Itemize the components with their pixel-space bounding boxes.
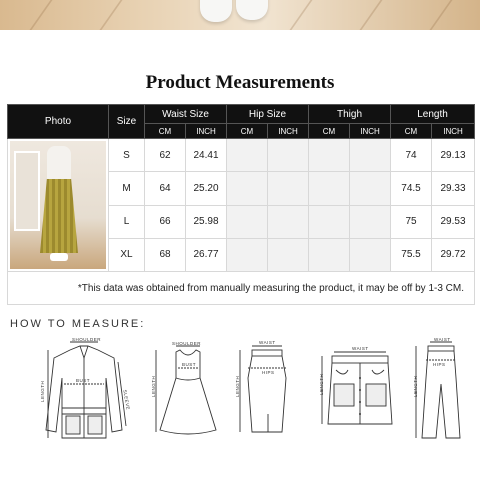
hip-cm-cell [227, 172, 268, 205]
hip-inch-cell [268, 139, 309, 172]
waist-inch-cell: 25.98 [186, 205, 227, 238]
bust-label: BUST [76, 378, 91, 383]
hip-cm-cell [227, 238, 268, 271]
size-cell: S [109, 139, 145, 172]
waist-label: WAIST [259, 340, 276, 345]
shoulder-label: SHOULDER [172, 341, 202, 346]
measurement-note: *This data was obtained from manually measuring the product, it may be off by 1-3 CM. [8, 272, 475, 305]
waist-inch-cell: 26.77 [186, 238, 227, 271]
waist-cm-cell: 62 [145, 139, 186, 172]
thigh-cm-cell [309, 139, 350, 172]
bust-label: BUST [182, 362, 197, 367]
hip-inch-cell [268, 238, 309, 271]
waist-cm-cell: 68 [145, 238, 186, 271]
unit-inch: INCH [268, 124, 309, 139]
thigh-inch-cell [350, 205, 391, 238]
length-cm-cell: 74.5 [391, 172, 432, 205]
how-to-measure-heading: HOW TO MEASURE: [10, 318, 146, 330]
unit-cm: CM [391, 124, 432, 139]
waist-inch-cell: 24.41 [186, 139, 227, 172]
unit-inch: INCH [186, 124, 227, 139]
size-cell: XL [109, 238, 145, 271]
table-note-row [8, 272, 475, 305]
size-cell: L [109, 205, 145, 238]
waist-cm-cell: 64 [145, 172, 186, 205]
table-row [8, 139, 475, 172]
hip-inch-cell [268, 172, 309, 205]
thigh-cm-cell [309, 238, 350, 271]
page-title: Product Measurements [145, 72, 335, 93]
denim-skirt-diagram [314, 338, 406, 446]
length-label: LENGTH [235, 375, 240, 397]
measurement-table [7, 104, 475, 305]
shoulder-label: SHOULDER [72, 338, 102, 342]
thigh-inch-cell [350, 172, 391, 205]
waist-label: WAIST [352, 346, 369, 351]
unit-cm: CM [227, 124, 268, 139]
size-cell: M [109, 172, 145, 205]
length-label: LENGTH [40, 380, 45, 402]
pants-diagram [408, 338, 472, 446]
length-cm-cell: 75 [391, 205, 432, 238]
thigh-header: Thigh [309, 105, 391, 124]
photo-header: Photo [8, 105, 109, 139]
pencil-skirt-diagram [232, 338, 302, 446]
unit-inch: INCH [350, 124, 391, 139]
product-photo [8, 139, 109, 272]
length-inch-cell: 29.33 [432, 172, 475, 205]
unit-cm: CM [309, 124, 350, 139]
thigh-cm-cell [309, 172, 350, 205]
hips-label: HIPS [262, 370, 275, 375]
hip-cm-cell [227, 205, 268, 238]
hips-label: HIPS [433, 362, 446, 367]
length-label: LENGTH [413, 375, 418, 397]
waist-header: Waist Size [145, 105, 227, 124]
length-inch-cell: 29.53 [432, 205, 475, 238]
unit-inch: INCH [432, 124, 475, 139]
waist-cm-cell: 66 [145, 205, 186, 238]
thigh-cm-cell [309, 205, 350, 238]
jacket-diagram [34, 338, 134, 446]
length-inch-cell: 29.13 [432, 139, 475, 172]
length-label: LENGTH [319, 373, 324, 395]
length-header: Length [391, 105, 475, 124]
hip-header: Hip Size [227, 105, 309, 124]
unit-cm: CM [145, 124, 186, 139]
length-inch-cell: 29.72 [432, 238, 475, 271]
dress-diagram [150, 338, 226, 446]
waist-label: WAIST [434, 338, 451, 342]
product-photo-strip [0, 0, 480, 30]
hip-cm-cell [227, 139, 268, 172]
thigh-inch-cell [350, 238, 391, 271]
length-label: LENGTH [151, 375, 156, 397]
sleeve-label: SLEEVE [122, 389, 131, 411]
thigh-inch-cell [350, 139, 391, 172]
hip-inch-cell [268, 205, 309, 238]
waist-inch-cell: 25.20 [186, 172, 227, 205]
length-cm-cell: 75.5 [391, 238, 432, 271]
size-header: Size [109, 105, 145, 139]
length-cm-cell: 74 [391, 139, 432, 172]
